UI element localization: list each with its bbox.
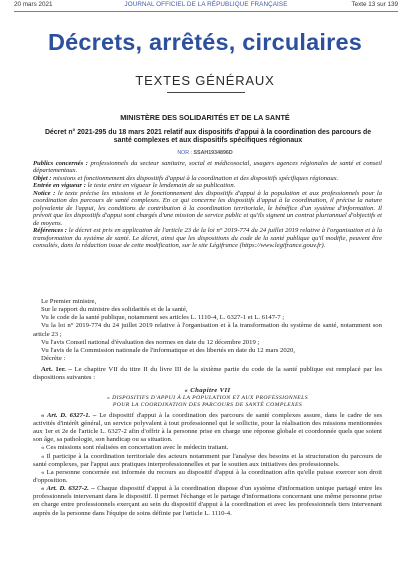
- nor-label: NOR :: [177, 150, 193, 156]
- section-title: TEXTES GÉNÉRAUX: [0, 73, 410, 88]
- article-d6327-2-text: Chaque dispositif d'appui à la coordination dispose d'un système d'information unique partagé entre les professionnels intervenant dans le dispositif. Il permet l'échange et le partage d'informations concernant une même personne prise en charge entre professionnels exerçant au sein du dispositif d'appui à la coordination et avec les professionnels tiers intervenant auprès de la personne dans l'équipe de soins définie par l'article L. 1110-4.: [33, 485, 383, 517]
- notice-label: Notice :: [33, 189, 56, 197]
- references-text: le décret est pris en application de l'article 23 de la loi n° 2019-774 du 24 juillet 2019 relative à l'organisation et à la transformation du système de santé. Le décret, ainsi que les dispositions du code de la santé publique qu'il modifie, peuvent être consultés, dans la rédaction issue de cette modification, sur le site Légifrance (https://www.legifrance.gouv.fr).: [33, 227, 382, 249]
- paragraph-participe: « Il participe à la coordination territoriale des acteurs notamment par l'analyse des besoins et la structuration du parcours de santé complexes, par l'appui aux pratiques interprofessionnelles et par le soutien aux initiatives des professionnels.: [33, 452, 382, 468]
- ministry-title: MINISTÈRE DES SOLIDARITÉS ET DE LA SANTÉ: [120, 113, 290, 122]
- notice-entree: [33, 182, 382, 189]
- paragraph-personne: « La personne concernée est informée du recours au dispositif d'appui à la coordination afin qu'elle puisse exercer son droit d'opposition.: [33, 468, 382, 484]
- nor-reference: [0, 150, 410, 156]
- header-text-ref: Texte 13 sur 139: [351, 1, 398, 8]
- notice-block: [33, 160, 382, 249]
- decree-title: Décret n° 2021-295 du 18 mars 2021 relatif aux dispositifs d'appui à la coordination des parcours de santé complexes et aux dispositifs spécifiques régionaux: [44, 129, 372, 144]
- body-vu-code: Vu le code de la santé publique, notamment ses articles L. 1110-4, L. 6327-1 et L. 6147-7 ;: [41, 314, 285, 322]
- nor-value: SSAH1934896D: [193, 150, 233, 156]
- article-1-text: Le chapitre VII du titre II du livre III de la sixième partie du code de la santé publique est remplacé par les dispositions suivantes :: [33, 366, 382, 382]
- article-d6327-2-label: « Art. D. 6327-2. –: [41, 485, 95, 493]
- objet-label: Objet :: [33, 174, 52, 182]
- paragraph-ces-missions: « Ces missions sont réalisées en concertation avec le médecin traitant.: [41, 444, 229, 452]
- article-1: [33, 366, 382, 382]
- body-rapport: Sur le rapport du ministre des solidarités et de la santé,: [41, 306, 188, 314]
- notice-publics: [33, 160, 382, 175]
- body-vu-loi: Vu la loi n° 2019-774 du 24 juillet 2019 relative à l'organisation et à la transformation du système de santé, notamment son article 23 ;: [33, 322, 382, 338]
- body-decrete: Décrète :: [41, 355, 66, 363]
- body-premier-ministre: Le Premier ministre,: [41, 298, 97, 305]
- rubric-title: Décrets, arrêtés, circulaires: [47, 29, 363, 55]
- article-1-label: Art. 1er. –: [41, 366, 72, 374]
- header-date: 20 mars 2021: [14, 1, 53, 8]
- article-d6327-2: [33, 485, 382, 518]
- references-label: Références :: [33, 227, 67, 235]
- objet-text: missions et fonctionnement des dispositifs d'appui à la coordination et des dispositifs spécifiques régionaux.: [53, 174, 339, 182]
- entree-text: le texte entre en vigueur le lendemain de sa publication.: [87, 182, 236, 190]
- article-d6327-1-text: Le dispositif d'appui à la coordination des parcours de santé complexes assure, dans le cadre de ses activités d'intérêt général, un service polyvalent à tout professionnel qui le sollicite, pour la réalisation des missions mentionnées aux 1er et 2e de l'article L. 6327-2 afin d'offrir à la personne prise en charge une réponse globale et coordonnée quels que soient son âge, sa pathologie, son handicap ou sa situation.: [33, 411, 383, 444]
- header-journal-title: JOURNAL OFFICIEL DE LA RÉPUBLIQUE FRANÇAISE: [124, 1, 288, 8]
- chapitre-subtitle-1: « DISPOSITIFS D'APPUI À LA POPULATION ET AUX PROFESSIONNELS: [107, 394, 308, 401]
- notice-references: [33, 227, 382, 249]
- article-d6327-1-label: « Art. D. 6327-1. –: [41, 411, 97, 419]
- chapitre-heading: « Chapitre VII: [184, 386, 231, 394]
- page-header: [14, 1, 398, 11]
- entree-label: Entrée en vigueur :: [33, 182, 86, 190]
- notice-objet: [33, 175, 382, 182]
- article-d6327-1: [33, 412, 382, 445]
- body-vu-avis-cnil: Vu l'avis de la Commission nationale de l'informatique et des libertés en date du 12 mars 2020,: [41, 346, 296, 354]
- body-vu-avis-cnen: Vu l'avis Conseil national d'évaluation des normes en date du 12 décembre 2019 ;: [41, 338, 260, 346]
- notice-notice: [33, 190, 382, 227]
- publics-text: professionnels du secteur sanitaire, social et médicosocial, usagers agences régionales de santé et conseil départementaux.: [33, 160, 382, 175]
- notice-text: le texte précise les missions et le fonctionnement des dispositifs d'appui à la population et aux professionnels pour la coordination des parcours de santé complexes. En ce qui concerne les dispositifs d'appui à la coordination, il précise la nature polyvalente de l'appui, les conditions de contribution à la coordination territoriale, le bénéfice d'un système d'information. Il prévoit que les dispositifs d'appui sont chargés d'une mission de service public et qu'ils signent un contrat pluriannuel d'objectifs et de moyens.: [33, 189, 382, 227]
- publics-label: Publics concernés :: [33, 160, 88, 167]
- chapitre-subtitle-2: POUR LA COORDINATION DES PARCOURS DE SANTÉ COMPLEXES: [112, 401, 303, 408]
- header-rule: [14, 11, 398, 12]
- decree-body: [33, 298, 382, 518]
